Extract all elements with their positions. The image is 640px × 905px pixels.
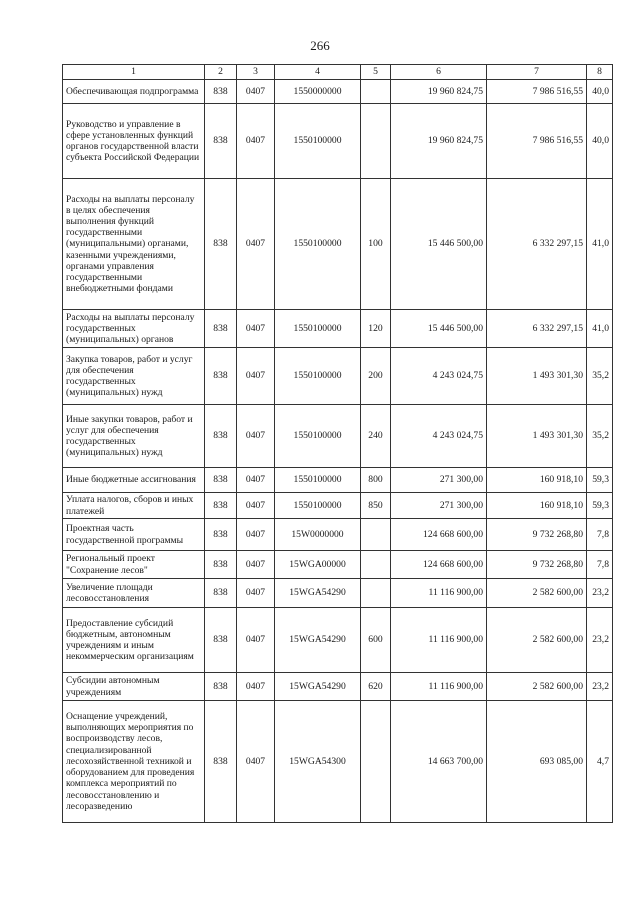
row-target-code: 1550100000 [275, 405, 361, 468]
row-target-code: 1550100000 [275, 348, 361, 405]
row-expense-type: 240 [361, 405, 391, 468]
header-col-8: 8 [587, 65, 613, 80]
row-target-code: 1550100000 [275, 493, 361, 519]
row-grbs-code: 838 [205, 493, 237, 519]
row-executed-amount: 693 085,00 [487, 701, 587, 823]
row-expense-type: 120 [361, 310, 391, 348]
row-section-code: 0407 [237, 348, 275, 405]
row-name: Иные закупки товаров, работ и услуг для обеспечения государственных (муниципальных) нужд [63, 405, 205, 468]
row-expense-type: 800 [361, 468, 391, 493]
row-executed-amount: 1 493 301,30 [487, 348, 587, 405]
row-planned-amount: 124 668 600,00 [391, 519, 487, 551]
table-row [63, 310, 613, 348]
row-expense-type: 620 [361, 673, 391, 701]
row-grbs-code: 838 [205, 104, 237, 179]
row-percent: 41,0 [587, 310, 613, 348]
row-grbs-code: 838 [205, 310, 237, 348]
row-executed-amount: 9 732 268,80 [487, 551, 587, 579]
header-col-4: 4 [275, 65, 361, 80]
row-executed-amount: 1 493 301,30 [487, 405, 587, 468]
row-grbs-code: 838 [205, 179, 237, 310]
row-executed-amount: 6 332 297,15 [487, 179, 587, 310]
row-planned-amount: 271 300,00 [391, 493, 487, 519]
row-section-code: 0407 [237, 551, 275, 579]
header-col-5: 5 [361, 65, 391, 80]
row-section-code: 0407 [237, 519, 275, 551]
row-executed-amount: 160 918,10 [487, 493, 587, 519]
table-row [63, 104, 613, 179]
row-name: Региональный проект "Сохранение лесов" [63, 551, 205, 579]
header-row [63, 65, 613, 80]
row-name: Расходы на выплаты персоналу государственных (муниципальных) органов [63, 310, 205, 348]
header-col-3: 3 [237, 65, 275, 80]
table-row [63, 673, 613, 701]
row-target-code: 15WGA54290 [275, 673, 361, 701]
header-col-7: 7 [487, 65, 587, 80]
row-section-code: 0407 [237, 608, 275, 673]
row-section-code: 0407 [237, 701, 275, 823]
row-percent: 59,3 [587, 493, 613, 519]
row-planned-amount: 271 300,00 [391, 468, 487, 493]
row-target-code: 15WGA54290 [275, 608, 361, 673]
row-percent: 40,0 [587, 104, 613, 179]
row-percent: 35,2 [587, 348, 613, 405]
row-name: Уплата налогов, сборов и иных платежей [63, 493, 205, 519]
row-section-code: 0407 [237, 405, 275, 468]
row-executed-amount: 160 918,10 [487, 468, 587, 493]
budget-table [62, 64, 613, 823]
row-planned-amount: 4 243 024,75 [391, 405, 487, 468]
row-planned-amount: 19 960 824,75 [391, 104, 487, 179]
row-section-code: 0407 [237, 468, 275, 493]
row-name: Предоставление субсидий бюджетным, автономным учреждениям и иным некоммерческим организациям [63, 608, 205, 673]
row-executed-amount: 7 986 516,55 [487, 80, 587, 104]
row-planned-amount: 14 663 700,00 [391, 701, 487, 823]
table-row [63, 348, 613, 405]
page-number: 266 [310, 38, 330, 53]
row-planned-amount: 15 446 500,00 [391, 310, 487, 348]
row-grbs-code: 838 [205, 348, 237, 405]
row-expense-type [361, 519, 391, 551]
row-name: Иные бюджетные ассигнования [63, 468, 205, 493]
row-name: Оснащение учреждений, выполняющих мероприятия по воспроизводству лесов, специализированной лесохозяйственной техникой и оборудованием для проведения комплекса мероприятий по лесовосстановлению и лесоразведению [63, 701, 205, 823]
row-grbs-code: 838 [205, 579, 237, 608]
row-percent: 4,7 [587, 701, 613, 823]
row-name: Проектная часть государственной программы [63, 519, 205, 551]
row-expense-type [361, 104, 391, 179]
table-row [63, 608, 613, 673]
row-percent: 41,0 [587, 179, 613, 310]
row-percent: 40,0 [587, 80, 613, 104]
header-col-2: 2 [205, 65, 237, 80]
table-row [63, 80, 613, 104]
row-section-code: 0407 [237, 179, 275, 310]
row-percent: 23,2 [587, 673, 613, 701]
row-planned-amount: 19 960 824,75 [391, 80, 487, 104]
row-section-code: 0407 [237, 80, 275, 104]
row-expense-type [361, 701, 391, 823]
row-grbs-code: 838 [205, 80, 237, 104]
row-name: Закупка товаров, работ и услуг для обеспечения государственных (муниципальных) нужд [63, 348, 205, 405]
row-expense-type [361, 579, 391, 608]
row-executed-amount: 7 986 516,55 [487, 104, 587, 179]
row-target-code: 15WGA54300 [275, 701, 361, 823]
row-planned-amount: 15 446 500,00 [391, 179, 487, 310]
row-executed-amount: 2 582 600,00 [487, 673, 587, 701]
table-row [63, 701, 613, 823]
row-percent: 7,8 [587, 551, 613, 579]
row-target-code: 1550000000 [275, 80, 361, 104]
row-planned-amount: 11 116 900,00 [391, 608, 487, 673]
table-row [63, 579, 613, 608]
row-section-code: 0407 [237, 673, 275, 701]
row-name: Увеличение площади лесовосстановления [63, 579, 205, 608]
row-target-code: 15WGA54290 [275, 579, 361, 608]
row-expense-type [361, 551, 391, 579]
row-planned-amount: 11 116 900,00 [391, 579, 487, 608]
row-percent: 23,2 [587, 608, 613, 673]
header-col-6: 6 [391, 65, 487, 80]
row-percent: 35,2 [587, 405, 613, 468]
row-target-code: 1550100000 [275, 310, 361, 348]
row-section-code: 0407 [237, 104, 275, 179]
row-percent: 23,2 [587, 579, 613, 608]
row-percent: 7,8 [587, 519, 613, 551]
row-target-code: 1550100000 [275, 179, 361, 310]
row-executed-amount: 9 732 268,80 [487, 519, 587, 551]
table-row [63, 551, 613, 579]
row-name: Руководство и управление в сфере установленных функций органов государственной власти субъекта Российской Федерации [63, 104, 205, 179]
table-row [63, 493, 613, 519]
row-target-code: 15WGA00000 [275, 551, 361, 579]
row-section-code: 0407 [237, 579, 275, 608]
table-row [63, 519, 613, 551]
row-expense-type: 600 [361, 608, 391, 673]
row-section-code: 0407 [237, 493, 275, 519]
table-row [63, 468, 613, 493]
row-grbs-code: 838 [205, 551, 237, 579]
row-grbs-code: 838 [205, 405, 237, 468]
row-name: Субсидии автономным учреждениям [63, 673, 205, 701]
row-target-code: 15W0000000 [275, 519, 361, 551]
row-target-code: 1550100000 [275, 468, 361, 493]
table-row [63, 179, 613, 310]
row-name: Обеспечивающая подпрограмма [63, 80, 205, 104]
row-grbs-code: 838 [205, 701, 237, 823]
row-executed-amount: 6 332 297,15 [487, 310, 587, 348]
row-executed-amount: 2 582 600,00 [487, 608, 587, 673]
row-expense-type: 850 [361, 493, 391, 519]
row-executed-amount: 2 582 600,00 [487, 579, 587, 608]
row-grbs-code: 838 [205, 519, 237, 551]
header-col-1: 1 [63, 65, 205, 80]
row-expense-type [361, 80, 391, 104]
row-target-code: 1550100000 [275, 104, 361, 179]
row-percent: 59,3 [587, 468, 613, 493]
row-grbs-code: 838 [205, 673, 237, 701]
row-section-code: 0407 [237, 310, 275, 348]
row-grbs-code: 838 [205, 468, 237, 493]
row-planned-amount: 124 668 600,00 [391, 551, 487, 579]
row-planned-amount: 11 116 900,00 [391, 673, 487, 701]
row-name: Расходы на выплаты персоналу в целях обеспечения выполнения функций государственными (муниципальными) органами, казенными учреждениями, органами управления государственными внебюджетными фондами [63, 179, 205, 310]
table-row [63, 405, 613, 468]
row-grbs-code: 838 [205, 608, 237, 673]
row-planned-amount: 4 243 024,75 [391, 348, 487, 405]
row-expense-type: 100 [361, 179, 391, 310]
row-expense-type: 200 [361, 348, 391, 405]
